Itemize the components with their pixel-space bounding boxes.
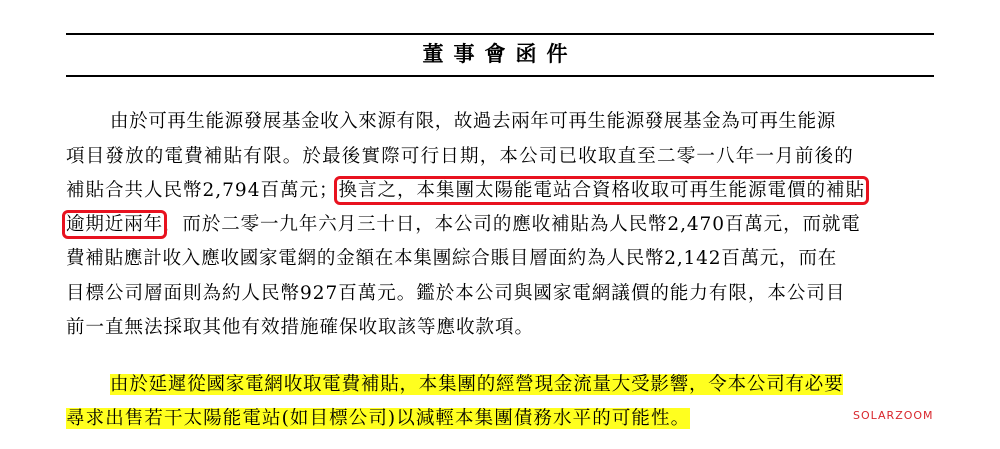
watermark: SOLARZOOM — [853, 409, 934, 422]
paragraph-line: 由於可再生能源發展基金收入來源有限，故過去兩年可再生能源發展基金為可再生能源 — [110, 111, 836, 132]
highlight: 由於延遲從國家電網收取電費補貼，本集團的經營現金流量大受影響，令本公司有必要 — [110, 374, 844, 395]
paragraph-line: 費補貼應計收入應收國家電網的金額在本集團綜合賬目層面約為人民幣2,142百萬元，而在 — [66, 248, 838, 269]
highlighted-line — [110, 372, 843, 398]
page-title: 董事會函件 — [422, 41, 578, 66]
highlighted-line — [66, 406, 690, 432]
paragraph-line: 項目發放的電費補貼有限。於最後實際可行日期，本公司已收取直至二零一八年一月前後的 — [66, 146, 855, 167]
text-segment: 補貼合共人民幣2,794百萬元； — [66, 180, 339, 201]
red-box-annotation: 換言之，本集團太陽能電站合資格收取可再生能源電價的補貼 — [338, 180, 865, 201]
header-top-rule — [66, 33, 934, 35]
paragraph-line: 前一直無法採取其他有效措施確保收取該等應收款項。 — [66, 317, 535, 338]
text-segment: ，而於二零一九年六月三十日，本公司的應收補貼為人民幣2,470百萬元，而就電 — [163, 214, 861, 235]
red-box-annotation: 逾期近兩年 — [66, 214, 164, 235]
highlight: 尋求出售若干太陽能電站(如目標公司)以減輕本集團債務水平的可能性。 — [66, 408, 691, 429]
paragraph-line — [66, 178, 865, 204]
paragraph-line — [66, 212, 861, 238]
header-bottom-rule — [66, 75, 934, 77]
paragraph-line: 目標公司層面則為約人民幣927百萬元。鑑於本公司與國家電網議價的能力有限，本公司目 — [66, 283, 846, 304]
